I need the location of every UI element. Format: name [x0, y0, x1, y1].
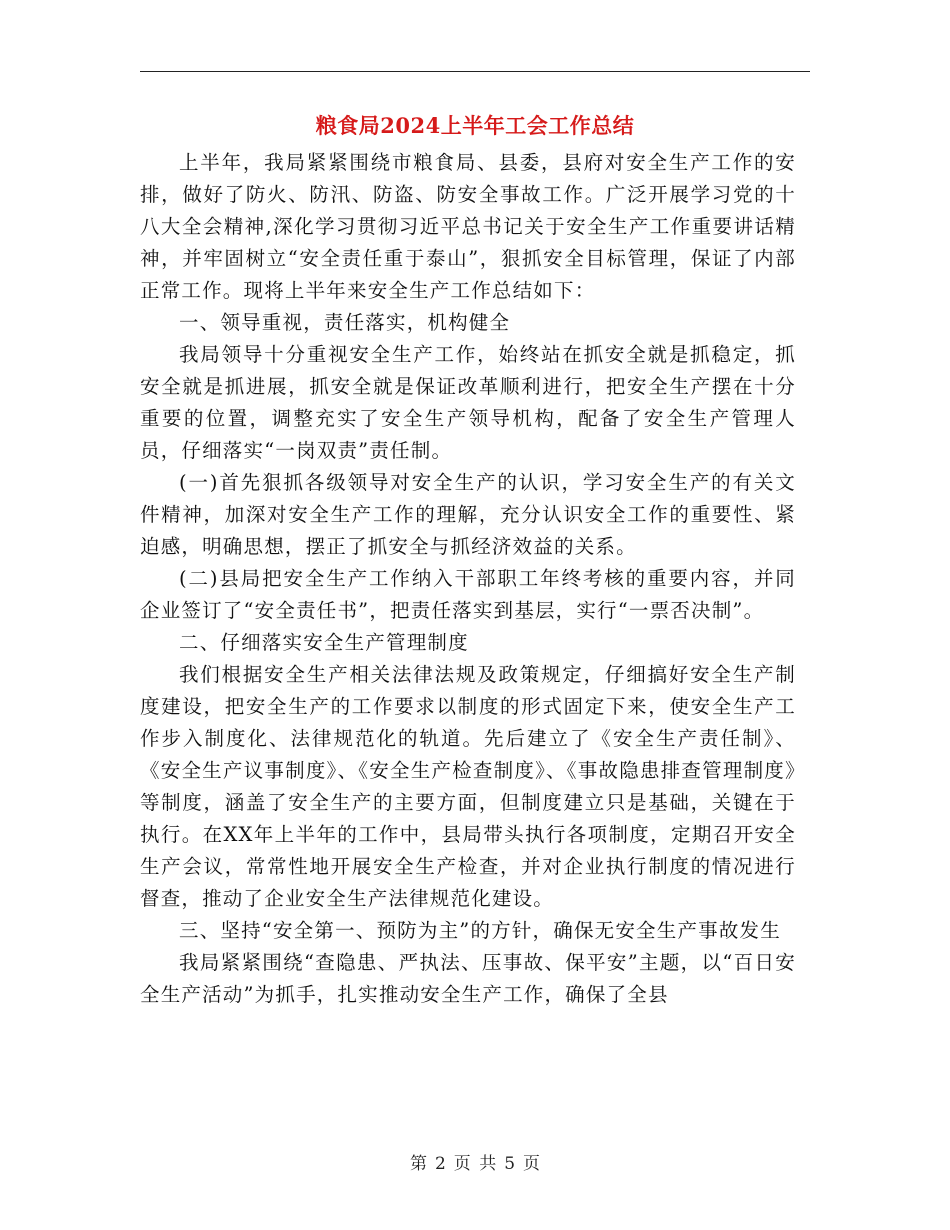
heading-section-1: 一、领导重视，责任落实，机构健全 — [179, 311, 511, 334]
footer-suffix: 页 — [523, 1154, 541, 1174]
footer-mid: 页 共 — [453, 1154, 497, 1174]
total-pages-number: 5 — [504, 1154, 516, 1174]
paragraph-section-3: 我局紧紧围绕“查隐患、严执法、压事故、保平安”主题，以“百日安全生产活动”为抓手，扎实推动安全生产工作，确保了全县 — [140, 951, 796, 1006]
paragraph-item-2: (二)县局把安全生产工作纳入干部职工年终考核的重要内容，并同企业签订了“安全责任书”，把责任落实到基层，实行“一票否决制”。 — [140, 567, 796, 622]
document-title: 粮食局2024上半年工会工作总结 — [315, 113, 635, 138]
paragraph-section-2: 我们根据安全生产相关法律法规及政策规定，仔细搞好安全生产制度建设，把安全生产的工作要求以制度的形式固定下来，使安全生产工作步入制度化、法律规范化的轨道。先后建立了《安全生产责任制》、《安全生产议事制度》、《安全生产检查制度》、《事故隐患排查管理制度》等制度，涵盖了安全生产的主要方面，但制度建立只是基础，关键在于执行。在XX年上半年的工作中，县局带头执行各项制度，定期召开安全生产会议，常常性地开展安全生产检查，并对企业执行制度的情况进行督查，推动了企业安全生产法律规范化建设。 — [140, 663, 796, 910]
heading-section-2: 二、仔细落实安全生产管理制度 — [179, 631, 469, 654]
paragraph-item-1: (一)首先狠抓各级领导对安全生产的认识，学习安全生产的有关文件精神，加深对安全生产工作的理解，充分认识安全工作的重要性、紧迫感，明确思想，摆正了抓安全与抓经济效益的关系。 — [140, 471, 796, 558]
footer-prefix: 第 — [409, 1154, 427, 1174]
page-footer — [140, 1152, 810, 1176]
heading-section-3: 三、坚持“安全第一、预防为主”的方针，确保无安全生产事故发生 — [179, 919, 781, 942]
header-rule — [140, 71, 810, 72]
paragraph-section-1: 我局领导十分重视安全生产工作，始终站在抓安全就是抓稳定，抓安全就是抓进展，抓安全就是保证改革顺利进行，把安全生产摆在十分重要的位置，调整充实了安全生产领导机构，配备了安全生产管理人员，仔细落实“一岗双责”责任制。 — [140, 343, 796, 462]
current-page-number: 2 — [434, 1154, 446, 1174]
paragraph-intro: 上半年，我局紧紧围绕市粮食局、县委，县府对安全生产工作的安排，做好了防火、防汛、防盗、防安全事故工作。广泛开展学习党的十八大全会精神,深化学习贯彻习近平总书记关于安全生产工作重要讲话精神，并牢固树立“安全责任重于泰山”，狠抓安全目标管理，保证了内部正常工作。现将上半年来安全生产工作总结如下： — [140, 151, 796, 302]
document-body — [140, 147, 796, 1011]
